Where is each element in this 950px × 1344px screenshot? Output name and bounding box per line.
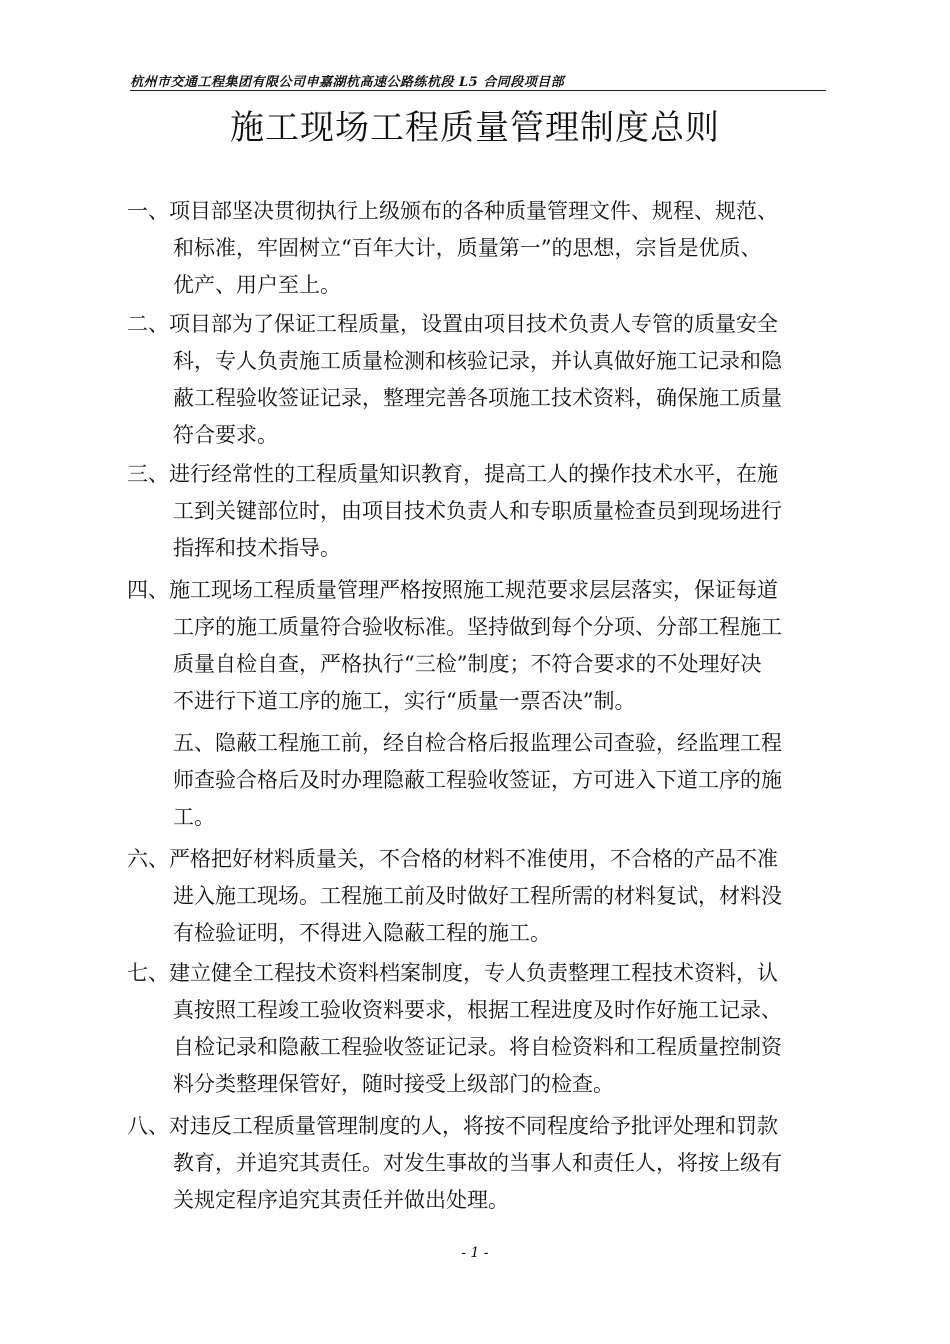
clause-line: 工序的施工质量符合验收标准。坚持做到每个分项、分部工程施工	[173, 615, 782, 639]
clause-2	[127, 306, 827, 454]
clause-line: 师查验合格后及时办理隐蔽工程验收签证，方可进入下道工序的施	[173, 768, 782, 792]
clause-line: 和标准，牢固树立“百年大计，质量第一”的思想，宗旨是优质、	[173, 236, 762, 260]
clause-line: 真按照工程竣工验收资料要求，根据工程进度及时作好施工记录、	[173, 998, 782, 1022]
clause-5	[127, 725, 827, 836]
clause-line: 指挥和技术指导。	[173, 536, 341, 560]
clause-line: 有检验证明，不得进入隐蔽工程的施工。	[173, 921, 551, 945]
clause-line: 蔽工程验收签证记录，整理完善各项施工技术资料，确保施工质量	[173, 386, 782, 410]
clause-line: 关规定程序追究其责任并做出处理。	[173, 1188, 509, 1212]
clause-line: 自检记录和隐蔽工程验收签证记录。将自检资料和工程质量控制资	[173, 1035, 782, 1059]
clause-3	[127, 456, 827, 567]
clause-line: 四、施工现场工程质量管理严格按照施工规范要求层层落实，保证每道	[127, 578, 778, 602]
header-text: 杭州市交通工程集团有限公司申嘉湖杭高速公路练杭段 L5 合同段项目部	[130, 75, 565, 90]
clause-line: 一、项目部坚决贯彻执行上级颁布的各种质量管理文件、规程、规范、	[127, 199, 778, 223]
clause-line: 优产、用户至上。	[173, 273, 341, 297]
clause-line: 符合要求。	[173, 423, 278, 447]
clause-6	[127, 841, 827, 952]
clause-line: 八、对违反工程质量管理制度的人，将按不同程度给予批评处理和罚款	[127, 1114, 778, 1138]
clause-1	[127, 193, 827, 304]
clause-line: 科，专人负责施工质量检测和核验记录，并认真做好施工记录和隐	[173, 349, 782, 373]
clause-4	[127, 572, 827, 720]
clause-8	[127, 1108, 827, 1219]
clause-line: 六、严格把好材料质量关，不合格的材料不准使用，不合格的产品不准	[127, 847, 778, 871]
clause-line: 七、建立健全工程技术资料档案制度，专人负责整理工程技术资料，认	[127, 961, 778, 985]
clause-line: 不进行下道工序的施工，实行“质量一票否决”制。	[173, 689, 636, 713]
clause-7	[127, 955, 827, 1103]
clause-line: 二、项目部为了保证工程质量，设置由项目技术负责人专管的质量安全	[127, 312, 778, 336]
clause-line: 料分类整理保管好，随时接受上级部门的检查。	[173, 1072, 614, 1096]
clause-line: 五、隐蔽工程施工前，经自检合格后报监理公司查验，经监理工程	[173, 731, 782, 755]
clause-line: 工。	[173, 805, 215, 829]
clause-line: 进入施工现场。工程施工前及时做好工程所需的材料复试，材料没	[173, 884, 782, 908]
page-header	[130, 70, 826, 91]
clause-line: 工到关键部位时，由项目技术负责人和专职质量检查员到现场进行	[173, 499, 782, 523]
clause-line: 教育，并追究其责任。对发生事故的当事人和责任人，将按上级有	[173, 1151, 782, 1175]
page-number: - 1 -	[461, 1245, 489, 1261]
document-title: 施工现场工程质量管理制度总则	[230, 108, 720, 148]
clause-line: 质量自检自查，严格执行“三检”制度；不符合要求的不处理好决	[173, 652, 762, 676]
clause-line: 三、进行经常性的工程质量知识教育，提高工人的操作技术水平，在施	[127, 462, 778, 486]
